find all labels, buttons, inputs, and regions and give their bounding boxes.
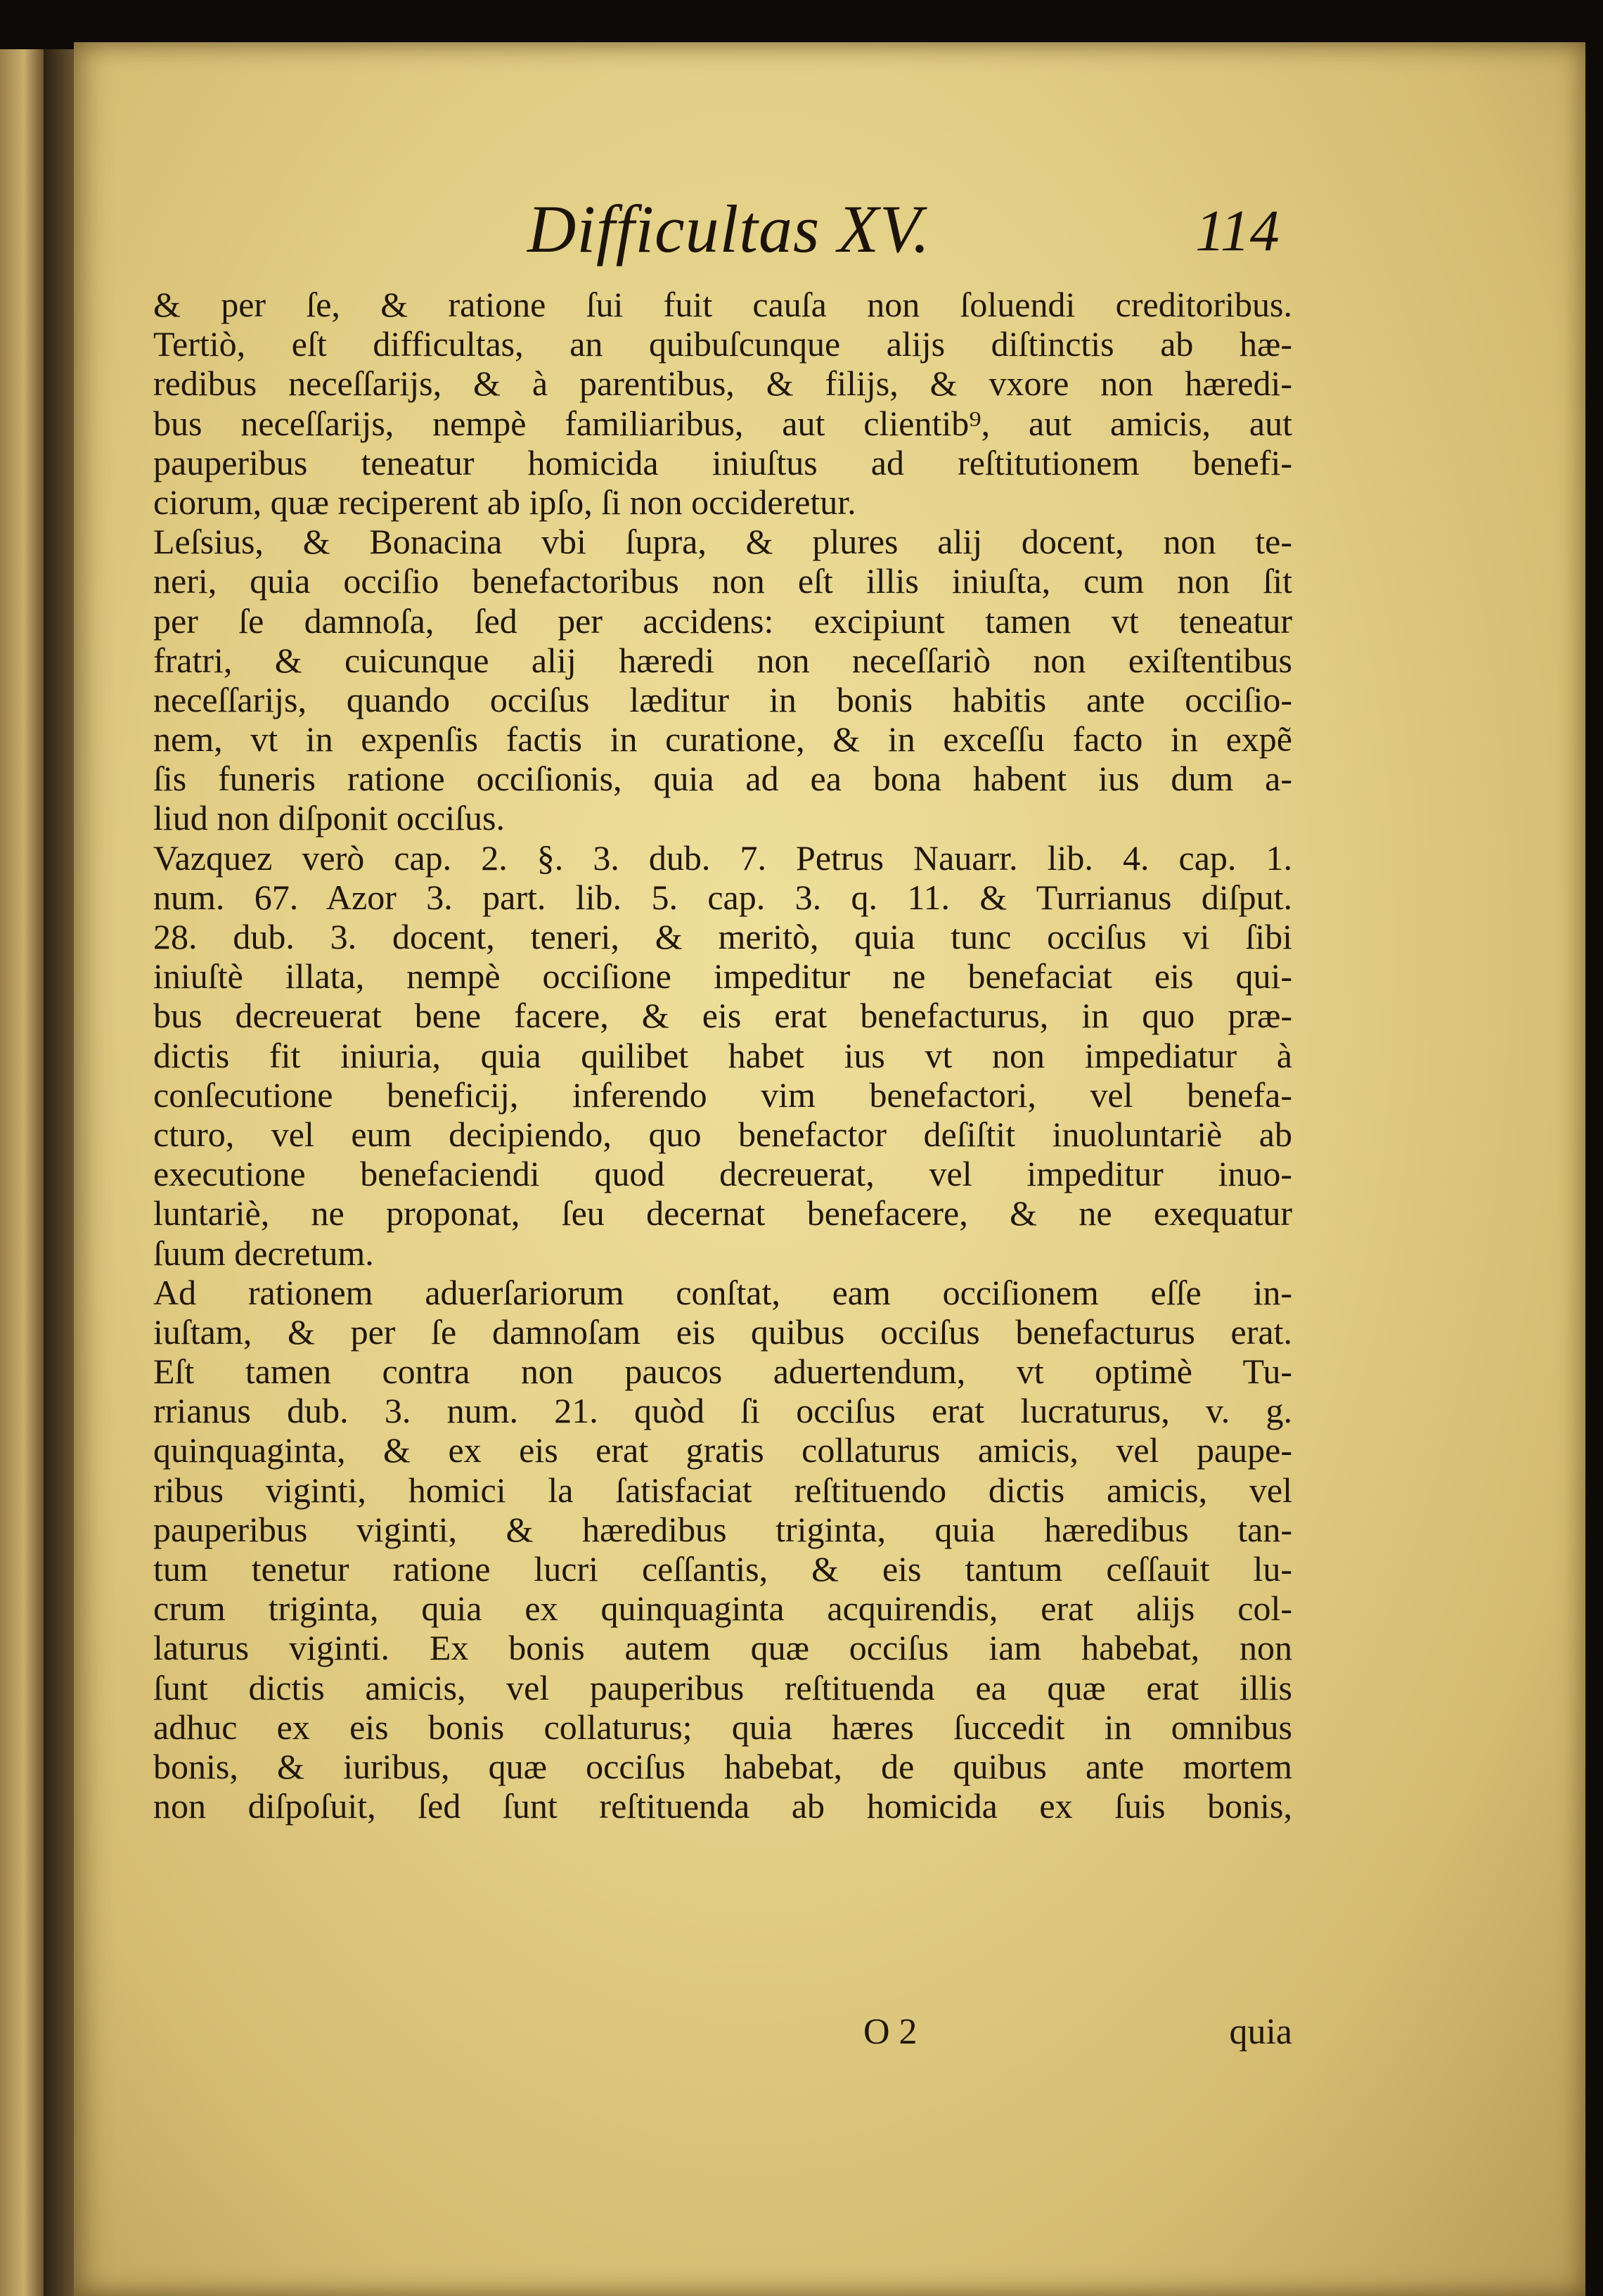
text-line: laturus viginti. Ex bonis autem quæ occiſus iam habebat, non — [153, 1628, 1292, 1668]
text-line: bus decreuerat bene facere, & eis erat benefacturus, in quo præ- — [153, 996, 1292, 1036]
text-line: iuſtam, & per ſe damnoſam eis quibus occiſus benefacturus erat. — [153, 1311, 1292, 1352]
text-line: neri, quia occiſio benefactoribus non eſt illis iniuſta, cum non ſit — [153, 561, 1292, 601]
text-line: 28. dub. 3. docent, teneri, & meritò, quia tunc occiſus vi ſibi — [153, 917, 1292, 956]
text-line: quinquaginta, & ex eis erat gratis collaturus amicis, vel paupe- — [153, 1430, 1292, 1470]
text-line: ſunt dictis amicis, vel pauperibus reſtituenda ea quæ erat illis — [153, 1667, 1292, 1707]
text-line: ribus viginti, homici la ſatisfaciat reſtituendo dictis amicis, vel — [153, 1470, 1292, 1510]
text-line: dictis fit iniuria, quia quilibet habet ius vt non impediatur à — [153, 1035, 1292, 1075]
page-footer — [153, 2011, 1292, 2060]
running-head: Difficultas XV. — [527, 191, 931, 267]
book-gutter — [44, 49, 77, 2296]
text-line: per ſe damnoſa, ſed per accidens: excipiunt tamen vt teneatur — [153, 601, 1292, 641]
text-line: Vazquez verò cap. 2. §. 3. dub. 7. Petrus Nauarr. lib. 4. cap. 1. — [153, 838, 1292, 878]
text-line: Eſt tamen contra non paucos aduertendum, vt optimè Tu- — [153, 1352, 1292, 1392]
text-line: adhuc ex eis bonis collaturus; quia hæres ſuccedit in omnibus — [153, 1707, 1292, 1747]
text-line: fratri, & cuicunque alij hæredi non neceſſariò non exiſtentibus — [153, 640, 1292, 680]
body-text — [153, 285, 1292, 1826]
text-line: num. 67. Azor 3. part. lib. 5. cap. 3. q. 11. & Turrianus diſput. — [153, 877, 1292, 917]
text-line: executione benefaciendi quod decreuerat, vel impeditur inuo- — [153, 1154, 1292, 1194]
text-line: Ad rationem aduerſariorum conſtat, eam occiſionem eſſe in- — [153, 1272, 1292, 1312]
text-line: ſuum decretum. — [153, 1233, 374, 1273]
page-number: 114 — [1195, 198, 1280, 264]
page-header — [457, 190, 1301, 267]
text-line: redibus neceſſarijs, & à parentibus, & filijs, & vxore non hæredi- — [153, 364, 1292, 404]
text-line: Leſsius, & Bonacina vbi ſupra, & plures alij docent, non te- — [153, 522, 1292, 562]
previous-page-edge — [0, 49, 44, 2296]
text-line: non diſpoſuit, ſed ſunt reſtituenda ab homicida ex ſuis bonis, — [153, 1786, 1292, 1826]
catchword: quia — [1229, 2012, 1292, 2052]
text-line: tum tenetur ratione lucri ceſſantis, & eis tantum ceſſauit lu- — [153, 1549, 1292, 1589]
text-line: liud non diſponit occiſus. — [153, 798, 505, 838]
text-line: nem, vt in expenſis factis in curatione, & in exceſſu facto in expẽ — [153, 719, 1292, 759]
text-line: bus neceſſarijs, nempè familiaribus, aut clientib⁹, aut amicis, aut — [153, 403, 1292, 443]
text-line: bonis, & iuribus, quæ occiſus habebat, de quibus ante mortem — [153, 1746, 1292, 1786]
text-line: & per ſe, & ratione ſui fuit cauſa non ſoluendi creditoribus. — [153, 285, 1292, 324]
text-line: luntariè, ne proponat, ſeu decernat benefacere, & ne exequatur — [153, 1193, 1292, 1233]
text-line: ciorum, quæ reciperent ab ipſo, ſi non occideretur. — [153, 482, 856, 522]
text-line: crum triginta, quia ex quinquaginta acquirendis, erat alijs col- — [153, 1589, 1292, 1629]
text-line: iniuſtè illata, nempè occiſione impeditur ne benefaciat eis qui- — [153, 956, 1292, 996]
text-line: cturo, vel eum decipiendo, quo benefactor deſiſtit inuoluntariè ab — [153, 1114, 1292, 1154]
text-line: Tertiò, eſt difficultas, an quibuſcunque alijs diſtinctis ab hæ- — [153, 324, 1292, 364]
text-line: pauperibus viginti, & hæredibus triginta, quia hæredibus tan- — [153, 1509, 1292, 1549]
text-line: neceſſarijs, quando occiſus læditur in bonis habitis ante occiſio- — [153, 679, 1292, 719]
text-line: conſecutione beneficij, inferendo vim benefactori, vel benefa- — [153, 1075, 1292, 1115]
signature-mark: O 2 — [863, 2012, 918, 2052]
text-line: pauperibus teneatur homicida iniuſtus ad reſtitutionem benefi- — [153, 442, 1292, 482]
text-line: ſis funeris ratione occiſionis, quia ad ea bona habent ius dum a- — [153, 759, 1292, 799]
text-line: rrianus dub. 3. num. 21. quòd ſi occiſus erat lucraturus, v. g. — [153, 1391, 1292, 1431]
